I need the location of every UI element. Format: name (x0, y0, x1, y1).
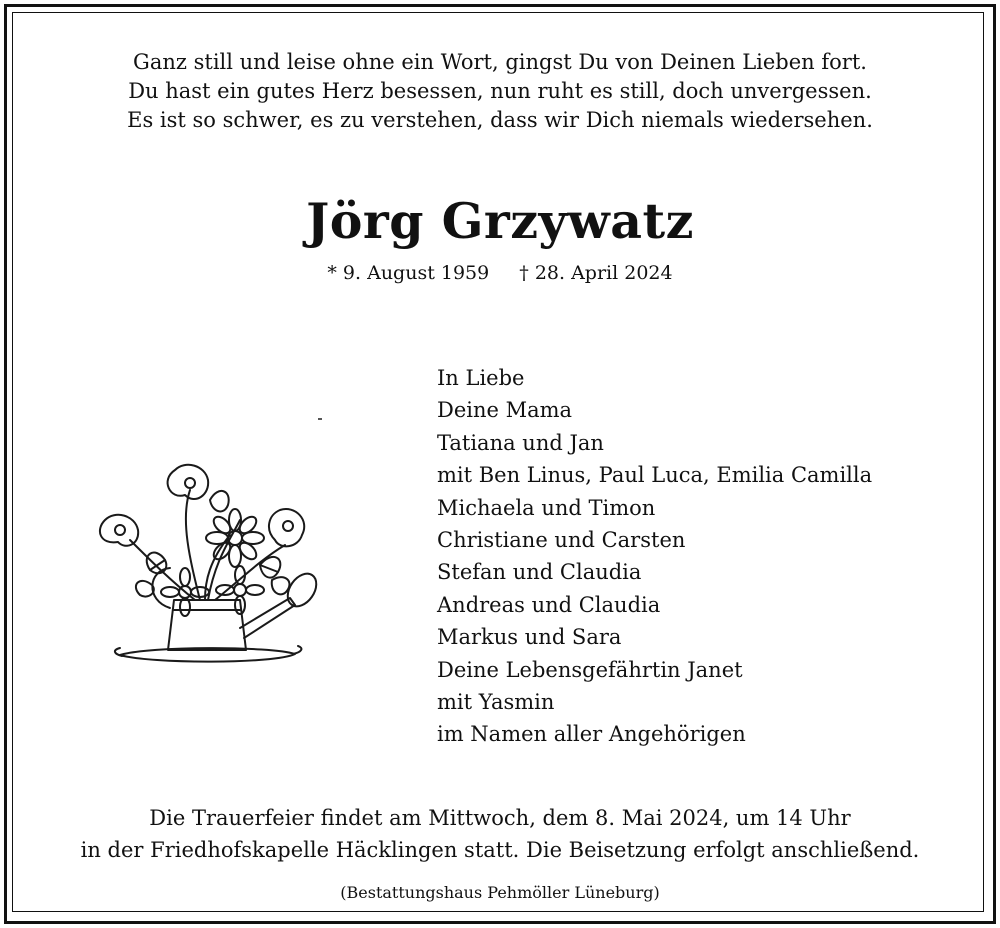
birth-date: * 9. August 1959 (327, 262, 490, 284)
list-item: Deine Mama (437, 398, 573, 423)
list-item: Deine Lebensgefährtin Janet (437, 657, 743, 682)
death-date: † 28. April 2024 (519, 262, 673, 284)
undertaker-credit: (Bestattungshaus Pehmöller Lüneburg) (340, 883, 660, 902)
list-item: Stefan und Claudia (437, 560, 642, 585)
list-item: Christiane und Carsten (437, 528, 686, 553)
deceased-name: Jörg Grzywatz (306, 192, 694, 250)
mourners-list (437, 362, 872, 751)
poem (0, 48, 1000, 135)
poem-line: Du hast ein gutes Herz besessen, nun ruht es still, doch unvergessen. (128, 79, 872, 103)
life-dates (0, 262, 1000, 284)
list-item: mit Yasmin (437, 690, 555, 715)
list-item: Markus und Sara (437, 625, 622, 650)
list-item: Andreas und Claudia (437, 592, 661, 617)
list-item: In Liebe (437, 366, 525, 390)
list-item: im Namen aller Angehörigen (437, 722, 746, 747)
ceremony-line: in der Friedhofskapelle Häcklingen statt. Die Beisetzung erfolgt anschließend. (80, 838, 920, 862)
speck (318, 418, 322, 420)
list-item: mit Ben Linus, Paul Luca, Emilia Camilla (437, 463, 873, 488)
ceremony-notice (0, 802, 1000, 866)
list-item: Michaela und Timon (437, 495, 656, 520)
ceremony-line: Die Trauerfeier findet am Mittwoch, dem 8. Mai 2024, um 14 Uhr (149, 806, 851, 830)
poem-line: Es ist so schwer, es zu verstehen, dass wir Dich niemals wiedersehen. (127, 108, 873, 132)
watering-can-with-flowers-icon (90, 450, 330, 680)
poem-line: Ganz still und leise ohne ein Wort, gingst Du von Deinen Lieben fort. (133, 50, 867, 74)
list-item: Tatiana und Jan (437, 430, 604, 455)
